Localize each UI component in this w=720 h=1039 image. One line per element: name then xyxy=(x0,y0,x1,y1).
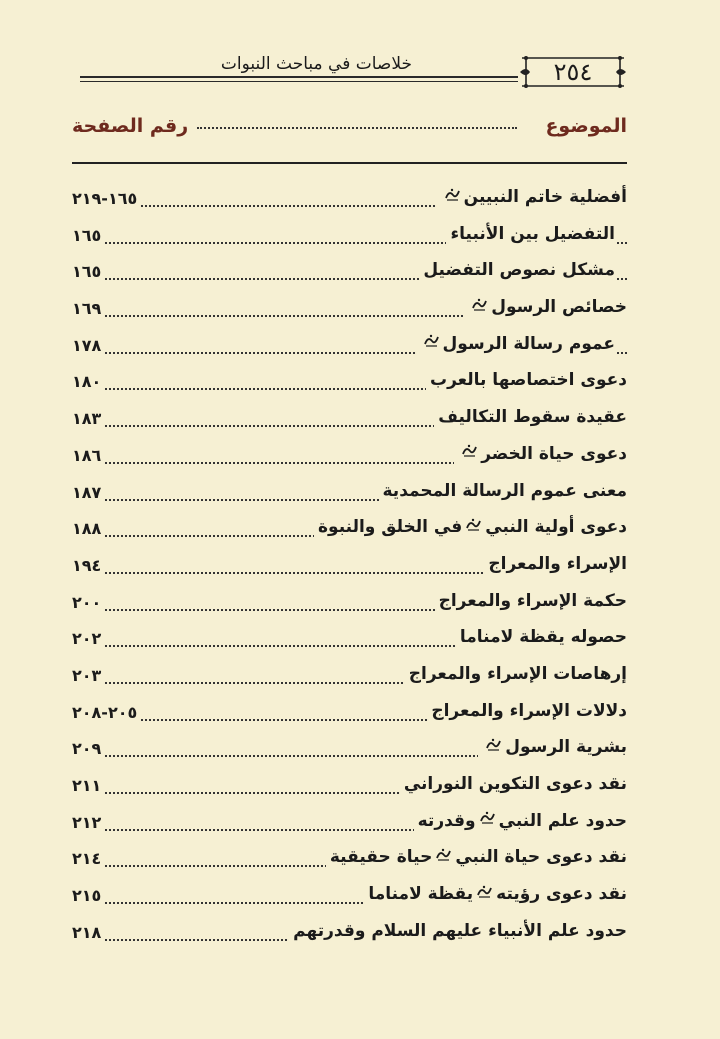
toc-entry-title xyxy=(427,701,627,721)
toc-entry-page: ٢١٢ xyxy=(72,813,105,832)
toc-entry-title xyxy=(314,517,627,537)
toc-entry-title-continuation: حياة حقيقية xyxy=(329,847,433,868)
toc-entry-page: ١٨٧ xyxy=(72,483,105,502)
toc-entry-title-text: بشرية الرسول xyxy=(505,737,627,758)
toc-entry xyxy=(72,699,627,736)
salutation-calligraphy-icon xyxy=(465,517,482,532)
salutation-calligraphy-icon xyxy=(479,810,496,825)
toc-entry-title-text: حصوله يقظة لامناما xyxy=(459,627,627,648)
toc-entry-title-text: حدود علم الأنبياء عليهم السلام وقدرتهم xyxy=(293,920,627,941)
topic-column-label: الموضوع xyxy=(545,115,627,137)
toc-entry xyxy=(72,442,627,479)
toc-entry xyxy=(72,405,627,442)
toc-entry-title xyxy=(434,407,627,427)
salutation-calligraphy-icon xyxy=(461,443,478,458)
toc-entry-title xyxy=(426,370,627,390)
toc-entry-title xyxy=(435,591,627,611)
toc-entry-title-text: الإسراء والمعراج xyxy=(488,553,627,574)
toc-entry-page: ٢١٥ xyxy=(72,886,105,905)
toc-entry xyxy=(72,919,627,956)
toc-entry-title-text: نقد دعوى حياة النبي xyxy=(455,847,627,868)
toc-entry-title xyxy=(414,811,627,831)
toc-entry-title-continuation: وقدرته xyxy=(417,810,476,831)
heading-leader-dots xyxy=(197,127,517,129)
toc-entry-page: ٢٠٣ xyxy=(72,666,105,685)
toc-entry-title xyxy=(400,774,627,794)
toc-entry-page: ١٨٠ xyxy=(72,372,105,391)
toc-entry-title-text: حدود علم النبي xyxy=(498,810,627,831)
toc-entry-page: ١٧٨ xyxy=(72,336,105,355)
toc-entry xyxy=(72,589,627,626)
toc-entry xyxy=(72,479,627,516)
toc-entry-title-text: دلالات الإسراء والمعراج xyxy=(431,700,627,721)
toc-entry-page: ١٦٥ xyxy=(72,262,105,281)
toc-entry-title xyxy=(364,884,627,904)
toc-entry-title-text: عقيدة سقوط التكاليف xyxy=(438,407,627,428)
toc-entry-page: ٢١١ xyxy=(72,776,105,795)
toc-entry-page: ٢٠٢ xyxy=(72,629,105,648)
toc-entry-title xyxy=(437,187,627,207)
toc-entry-page: ٢١٨ xyxy=(72,923,105,942)
toc-entry-page: ٢١٤ xyxy=(72,849,105,868)
toc-entry-page: ١٦٥ xyxy=(72,226,105,245)
header-rule xyxy=(80,76,518,78)
toc-entry-title xyxy=(454,444,627,464)
toc-entry xyxy=(72,552,627,589)
toc-entry xyxy=(72,258,627,295)
toc-entry-page: ١٦٩ xyxy=(72,299,105,318)
toc-entry xyxy=(72,332,627,369)
toc-entry-page: ٢٠٩ xyxy=(72,739,105,758)
toc-entry xyxy=(72,295,627,332)
running-header xyxy=(80,52,628,92)
salutation-calligraphy-icon xyxy=(476,884,493,899)
toc-entry-title-text: مشكل نصوص التفضيل xyxy=(423,260,615,281)
toc-entry-title-text: عموم رسالة الرسول xyxy=(442,333,615,354)
toc-entry-title-text: دعوى أولية النبي xyxy=(485,517,627,538)
toc-entry-title xyxy=(464,297,627,317)
toc-entry-title-text: نقد دعوى التكوين النوراني xyxy=(403,774,627,794)
toc-entry-page: ١٦٥-٢١٩ xyxy=(72,189,141,208)
toc-entry-title-text: معنى عموم الرسالة المحمدية xyxy=(382,480,627,501)
toc-entry-page: ١٩٤ xyxy=(72,556,105,575)
toc-entry-title xyxy=(416,334,615,354)
toc-entry-title-text: أفضلية خاتم النبيين xyxy=(463,187,627,207)
page-column-label: رقم الصفحة xyxy=(72,115,189,137)
toc-entry-title-text: التفضيل بين الأنبياء xyxy=(450,223,615,244)
toc-entry-title xyxy=(484,554,627,574)
toc-entry-page: ١٨٨ xyxy=(72,519,105,538)
toc-entry-title-text: حكمة الإسراء والمعراج xyxy=(438,590,627,611)
toc-entry-title-continuation: يقظة لامناما xyxy=(368,884,474,905)
toc-entry xyxy=(72,809,627,846)
toc-entry-title xyxy=(478,737,627,757)
toc-entry-title xyxy=(405,664,627,684)
toc-entry-page: ٢٠٠ xyxy=(72,593,105,612)
toc-entry xyxy=(72,515,627,552)
toc-entry xyxy=(72,772,627,809)
toc-entry xyxy=(72,662,627,699)
toc-entry-title xyxy=(379,481,628,501)
toc-entry xyxy=(72,845,627,882)
book-title: خلاصات في مباحث النبوات xyxy=(215,54,418,74)
toc-entry-title-text: دعوى حياة الخضر xyxy=(481,443,627,464)
salutation-calligraphy-icon xyxy=(435,847,452,862)
toc-entry-title xyxy=(289,921,627,941)
toc-entry-page: ١٨٦ xyxy=(72,446,105,465)
toc-entry-title-text: نقد دعوى رؤيته xyxy=(496,884,627,905)
salutation-calligraphy-icon xyxy=(485,737,502,752)
toc-entry xyxy=(72,625,627,662)
column-headings xyxy=(72,115,627,145)
toc-entry-title xyxy=(456,627,627,647)
toc-entry-title xyxy=(326,847,627,867)
toc-entry-title-text: خصائص الرسول xyxy=(491,297,627,318)
salutation-calligraphy-icon xyxy=(444,187,461,202)
toc-entry xyxy=(72,222,627,259)
toc-entry xyxy=(72,735,627,772)
heading-rule xyxy=(72,162,627,164)
toc-entry-title-text: دعوى اختصاصها بالعرب xyxy=(429,370,627,391)
toc-entry-title xyxy=(446,224,615,244)
page-number-frame xyxy=(518,52,628,92)
toc-entry xyxy=(72,185,627,222)
toc-entry-page: ١٨٣ xyxy=(72,409,105,428)
salutation-calligraphy-icon xyxy=(423,333,440,348)
toc-entry-title-text: إرهاصات الإسراء والمعراج xyxy=(408,663,627,684)
header-rule-thin xyxy=(80,81,518,82)
toc-entry xyxy=(72,882,627,919)
table-of-contents xyxy=(72,185,627,955)
toc-entry-title xyxy=(419,260,615,280)
toc-entry xyxy=(72,368,627,405)
toc-entry-title-continuation: في الخلق والنبوة xyxy=(318,517,463,538)
page-number: ٢٥٤ xyxy=(553,58,593,86)
toc-entry-page: ٢٠٥-٢٠٨ xyxy=(72,703,141,722)
salutation-calligraphy-icon xyxy=(471,297,488,312)
